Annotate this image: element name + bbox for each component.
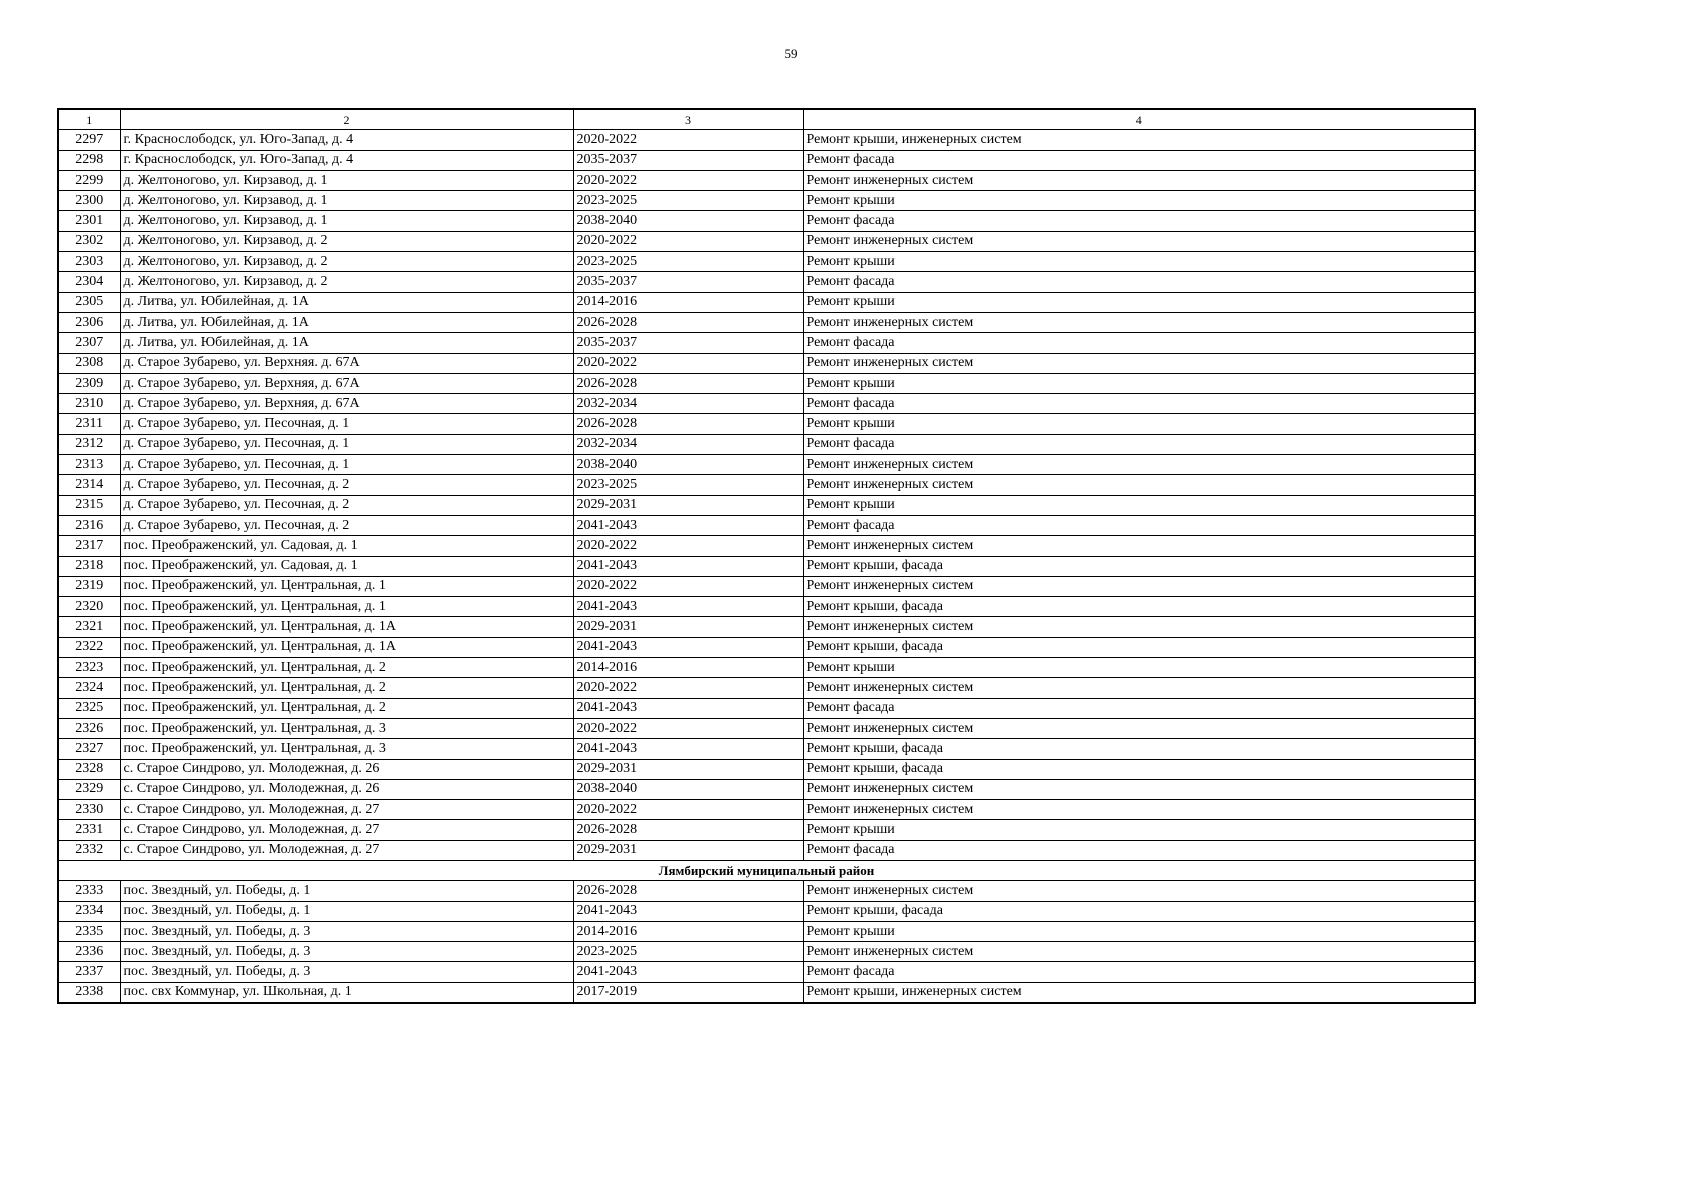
row-address: пос. Преображенский, ул. Центральная, д. 2: [120, 678, 573, 698]
row-address: с. Старое Синдрово, ул. Молодежная, д. 26: [120, 759, 573, 779]
table-body: [58, 130, 1475, 1003]
table-row: [58, 414, 1475, 434]
row-period: 2020-2022: [573, 678, 803, 698]
table-row: [58, 312, 1475, 332]
row-address: д. Старое Зубарево, ул. Песочная, д. 2: [120, 495, 573, 515]
table-row: [58, 617, 1475, 637]
row-work-type: Ремонт крыши: [803, 252, 1475, 272]
row-period: 2020-2022: [573, 536, 803, 556]
row-address: пос. Звездный, ул. Победы, д. 3: [120, 942, 573, 962]
row-address: д. Желтоногово, ул. Кирзавод, д. 1: [120, 211, 573, 231]
row-work-type: Ремонт фасада: [803, 150, 1475, 170]
table-row: [58, 475, 1475, 495]
row-number: 2327: [58, 739, 120, 759]
row-address: д. Старое Зубарево, ул. Песочная, д. 2: [120, 515, 573, 535]
row-address: пос. Звездный, ул. Победы, д. 1: [120, 881, 573, 901]
header-col-period: 3: [573, 109, 803, 130]
row-work-type: Ремонт фасада: [803, 515, 1475, 535]
row-number: 2325: [58, 698, 120, 718]
row-work-type: Ремонт крыши: [803, 921, 1475, 941]
row-period: 2041-2043: [573, 962, 803, 982]
row-number: 2307: [58, 333, 120, 353]
table-row: [58, 881, 1475, 901]
row-period: 2026-2028: [573, 312, 803, 332]
row-number: 2328: [58, 759, 120, 779]
table-row: [58, 901, 1475, 921]
table-row: [58, 718, 1475, 738]
table-row: [58, 434, 1475, 454]
row-period: 2023-2025: [573, 475, 803, 495]
section-header-row: [58, 860, 1475, 880]
row-work-type: Ремонт крыши, инженерных систем: [803, 982, 1475, 1003]
row-address: пос. Звездный, ул. Победы, д. 1: [120, 901, 573, 921]
row-work-type: Ремонт крыши, фасада: [803, 556, 1475, 576]
table-row: [58, 556, 1475, 576]
table-row: [58, 759, 1475, 779]
row-period: 2020-2022: [573, 170, 803, 190]
row-number: 2310: [58, 394, 120, 414]
row-period: 2041-2043: [573, 597, 803, 617]
row-address: г. Краснослободск, ул. Юго-Запад, д. 4: [120, 130, 573, 150]
row-number: 2329: [58, 779, 120, 799]
row-address: д. Старое Зубарево, ул. Песочная, д. 2: [120, 475, 573, 495]
row-work-type: Ремонт крыши: [803, 658, 1475, 678]
row-number: 2322: [58, 637, 120, 657]
row-address: пос. Преображенский, ул. Центральная, д. 2: [120, 658, 573, 678]
table-row: [58, 597, 1475, 617]
row-period: 2026-2028: [573, 414, 803, 434]
row-work-type: Ремонт инженерных систем: [803, 678, 1475, 698]
row-number: 2297: [58, 130, 120, 150]
row-work-type: Ремонт фасада: [803, 962, 1475, 982]
row-number: 2338: [58, 982, 120, 1003]
row-period: 2023-2025: [573, 942, 803, 962]
row-work-type: Ремонт фасада: [803, 698, 1475, 718]
table-row: [58, 678, 1475, 698]
row-address: пос. свх Коммунар, ул. Школьная, д. 1: [120, 982, 573, 1003]
row-period: 2020-2022: [573, 800, 803, 820]
row-number: 2335: [58, 921, 120, 941]
table-row: [58, 942, 1475, 962]
row-number: 2301: [58, 211, 120, 231]
row-address: д. Старое Зубарево, ул. Верхняя. д. 67А: [120, 353, 573, 373]
row-period: 2020-2022: [573, 231, 803, 251]
row-period: 2020-2022: [573, 718, 803, 738]
row-period: 2035-2037: [573, 150, 803, 170]
row-number: 2324: [58, 678, 120, 698]
row-work-type: Ремонт крыши, фасада: [803, 637, 1475, 657]
row-period: 2029-2031: [573, 759, 803, 779]
row-number: 2315: [58, 495, 120, 515]
row-number: 2318: [58, 556, 120, 576]
row-address: с. Старое Синдрово, ул. Молодежная, д. 27: [120, 800, 573, 820]
row-number: 2334: [58, 901, 120, 921]
table-row: [58, 698, 1475, 718]
table-row: [58, 576, 1475, 596]
row-number: 2319: [58, 576, 120, 596]
row-period: 2023-2025: [573, 252, 803, 272]
row-period: 2029-2031: [573, 617, 803, 637]
row-work-type: Ремонт инженерных систем: [803, 353, 1475, 373]
table-row: [58, 495, 1475, 515]
row-period: 2041-2043: [573, 515, 803, 535]
row-address: пос. Преображенский, ул. Центральная, д. 3: [120, 718, 573, 738]
row-address: пос. Преображенский, ул. Центральная, д. 1: [120, 597, 573, 617]
row-period: 2041-2043: [573, 901, 803, 921]
table-row: [58, 231, 1475, 251]
table-header-row: [58, 109, 1475, 130]
row-period: 2035-2037: [573, 333, 803, 353]
header-col-work: 4: [803, 109, 1475, 130]
row-number: 2305: [58, 292, 120, 312]
row-address: д. Желтоногово, ул. Кирзавод, д. 2: [120, 231, 573, 251]
table-row: [58, 962, 1475, 982]
row-work-type: Ремонт крыши: [803, 292, 1475, 312]
row-number: 2300: [58, 191, 120, 211]
row-period: 2020-2022: [573, 576, 803, 596]
row-number: 2299: [58, 170, 120, 190]
row-address: д. Старое Зубарево, ул. Песочная, д. 1: [120, 455, 573, 475]
row-period: 2023-2025: [573, 191, 803, 211]
table-row: [58, 820, 1475, 840]
row-work-type: Ремонт инженерных систем: [803, 170, 1475, 190]
row-period: 2014-2016: [573, 658, 803, 678]
row-period: 2035-2037: [573, 272, 803, 292]
table-row: [58, 353, 1475, 373]
row-address: пос. Звездный, ул. Победы, д. 3: [120, 962, 573, 982]
row-address: д. Старое Зубарево, ул. Песочная, д. 1: [120, 434, 573, 454]
row-number: 2306: [58, 312, 120, 332]
row-work-type: Ремонт крыши: [803, 820, 1475, 840]
row-work-type: Ремонт инженерных систем: [803, 536, 1475, 556]
row-work-type: Ремонт инженерных систем: [803, 779, 1475, 799]
row-number: 2332: [58, 840, 120, 860]
row-address: пос. Преображенский, ул. Центральная, д. 3: [120, 739, 573, 759]
row-work-type: Ремонт фасада: [803, 434, 1475, 454]
table-row: [58, 536, 1475, 556]
row-work-type: Ремонт крыши, фасада: [803, 759, 1475, 779]
table-row: [58, 150, 1475, 170]
row-address: пос. Преображенский, ул. Садовая, д. 1: [120, 556, 573, 576]
row-number: 2337: [58, 962, 120, 982]
page-number: 59: [784, 46, 798, 61]
row-period: 2020-2022: [573, 353, 803, 373]
row-address: пос. Преображенский, ул. Центральная, д. 1: [120, 576, 573, 596]
row-work-type: Ремонт инженерных систем: [803, 312, 1475, 332]
row-number: 2333: [58, 881, 120, 901]
row-number: 2304: [58, 272, 120, 292]
row-work-type: Ремонт крыши, фасада: [803, 739, 1475, 759]
row-address: д. Желтоногово, ул. Кирзавод, д. 1: [120, 170, 573, 190]
row-work-type: Ремонт фасада: [803, 394, 1475, 414]
row-work-type: Ремонт фасада: [803, 333, 1475, 353]
table-row: [58, 455, 1475, 475]
row-period: 2020-2022: [573, 130, 803, 150]
row-number: 2312: [58, 434, 120, 454]
row-number: 2323: [58, 658, 120, 678]
row-number: 2302: [58, 231, 120, 251]
row-work-type: Ремонт крыши: [803, 495, 1475, 515]
header-col-address: 2: [120, 109, 573, 130]
row-number: 2336: [58, 942, 120, 962]
row-address: д. Литва, ул. Юбилейная, д. 1А: [120, 292, 573, 312]
row-address: д. Старое Зубарево, ул. Верхняя, д. 67А: [120, 373, 573, 393]
row-number: 2330: [58, 800, 120, 820]
row-address: с. Старое Синдрово, ул. Молодежная, д. 27: [120, 820, 573, 840]
row-address: д. Старое Зубарево, ул. Верхняя, д. 67А: [120, 394, 573, 414]
table-row: [58, 637, 1475, 657]
row-period: 2041-2043: [573, 698, 803, 718]
section-title: Лямбирский муниципальный район: [58, 860, 1475, 880]
row-address: г. Краснослободск, ул. Юго-Запад, д. 4: [120, 150, 573, 170]
row-number: 2314: [58, 475, 120, 495]
row-number: 2316: [58, 515, 120, 535]
row-number: 2317: [58, 536, 120, 556]
row-address: с. Старое Синдрово, ул. Молодежная, д. 26: [120, 779, 573, 799]
row-period: 2026-2028: [573, 881, 803, 901]
row-number: 2308: [58, 353, 120, 373]
row-work-type: Ремонт инженерных систем: [803, 455, 1475, 475]
row-period: 2029-2031: [573, 495, 803, 515]
row-period: 2041-2043: [573, 556, 803, 576]
row-period: 2014-2016: [573, 292, 803, 312]
table-row: [58, 373, 1475, 393]
row-work-type: Ремонт крыши, инженерных систем: [803, 130, 1475, 150]
table-row: [58, 840, 1475, 860]
row-work-type: Ремонт фасада: [803, 840, 1475, 860]
row-period: 2029-2031: [573, 840, 803, 860]
table-row: [58, 800, 1475, 820]
row-period: 2038-2040: [573, 455, 803, 475]
row-work-type: Ремонт крыши, фасада: [803, 901, 1475, 921]
table-row: [58, 170, 1475, 190]
row-work-type: Ремонт инженерных систем: [803, 942, 1475, 962]
row-address: пос. Преображенский, ул. Центральная, д. 2: [120, 698, 573, 718]
row-period: 2032-2034: [573, 434, 803, 454]
row-number: 2321: [58, 617, 120, 637]
row-number: 2311: [58, 414, 120, 434]
row-work-type: Ремонт инженерных систем: [803, 576, 1475, 596]
table-row: [58, 515, 1475, 535]
row-address: д. Желтоногово, ул. Кирзавод, д. 1: [120, 191, 573, 211]
row-work-type: Ремонт крыши: [803, 373, 1475, 393]
row-address: д. Желтоногово, ул. Кирзавод, д. 2: [120, 252, 573, 272]
table-row: [58, 333, 1475, 353]
row-work-type: Ремонт инженерных систем: [803, 800, 1475, 820]
row-work-type: Ремонт инженерных систем: [803, 475, 1475, 495]
table-row: [58, 272, 1475, 292]
table-row: [58, 921, 1475, 941]
row-address: д. Литва, ул. Юбилейная, д. 1А: [120, 312, 573, 332]
row-address: с. Старое Синдрово, ул. Молодежная, д. 27: [120, 840, 573, 860]
row-work-type: Ремонт инженерных систем: [803, 718, 1475, 738]
repair-schedule-table: [57, 108, 1476, 1004]
row-work-type: Ремонт фасада: [803, 211, 1475, 231]
row-address: пос. Преображенский, ул. Центральная, д. 1А: [120, 637, 573, 657]
table-row: [58, 130, 1475, 150]
table-row: [58, 982, 1475, 1003]
row-number: 2331: [58, 820, 120, 840]
row-period: 2032-2034: [573, 394, 803, 414]
row-work-type: Ремонт инженерных систем: [803, 881, 1475, 901]
table-row: [58, 292, 1475, 312]
table-row: [58, 394, 1475, 414]
row-number: 2309: [58, 373, 120, 393]
row-period: 2017-2019: [573, 982, 803, 1003]
row-address: д. Желтоногово, ул. Кирзавод, д. 2: [120, 272, 573, 292]
row-number: 2326: [58, 718, 120, 738]
row-work-type: Ремонт крыши: [803, 414, 1475, 434]
table-row: [58, 739, 1475, 759]
row-address: пос. Звездный, ул. Победы, д. 3: [120, 921, 573, 941]
row-number: 2298: [58, 150, 120, 170]
row-work-type: Ремонт фасада: [803, 272, 1475, 292]
row-period: 2041-2043: [573, 739, 803, 759]
row-work-type: Ремонт крыши: [803, 191, 1475, 211]
table-row: [58, 252, 1475, 272]
row-address: пос. Преображенский, ул. Центральная, д. 1А: [120, 617, 573, 637]
row-address: д. Старое Зубарево, ул. Песочная, д. 1: [120, 414, 573, 434]
row-address: д. Литва, ул. Юбилейная, д. 1А: [120, 333, 573, 353]
header-col-number: 1: [58, 109, 120, 130]
row-work-type: Ремонт инженерных систем: [803, 231, 1475, 251]
row-number: 2303: [58, 252, 120, 272]
table-row: [58, 211, 1475, 231]
row-address: пос. Преображенский, ул. Садовая, д. 1: [120, 536, 573, 556]
row-period: 2026-2028: [573, 820, 803, 840]
table-row: [58, 779, 1475, 799]
row-period: 2026-2028: [573, 373, 803, 393]
row-work-type: Ремонт крыши, фасада: [803, 597, 1475, 617]
table-row: [58, 191, 1475, 211]
row-period: 2038-2040: [573, 211, 803, 231]
row-period: 2014-2016: [573, 921, 803, 941]
row-period: 2038-2040: [573, 779, 803, 799]
row-period: 2041-2043: [573, 637, 803, 657]
table-row: [58, 658, 1475, 678]
row-number: 2313: [58, 455, 120, 475]
row-work-type: Ремонт инженерных систем: [803, 617, 1475, 637]
row-number: 2320: [58, 597, 120, 617]
